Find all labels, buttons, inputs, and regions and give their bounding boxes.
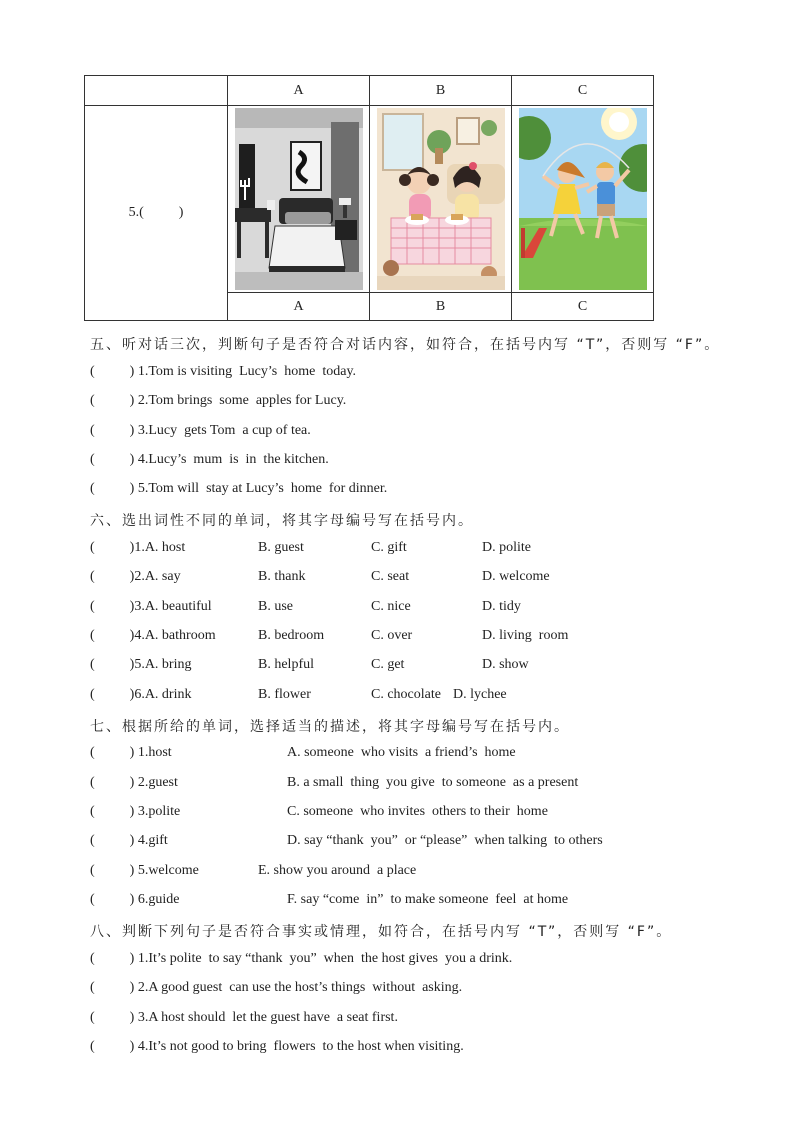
kids-playing-park-image	[519, 108, 647, 290]
section-8-item-2: ( ) 2.A good guest can use the host’s things without asking.	[90, 980, 463, 995]
question-5-label	[85, 106, 228, 321]
section-7-word: ( ) 3.polite	[90, 804, 181, 819]
section-8-title: 八、判断下列句子是否符合事实或情理，如符合，在括号内写 “T”，否则写 “F”。	[90, 924, 673, 940]
header-c: C	[512, 76, 654, 106]
section-5-title: 五、听对话三次，判断句子是否符合对话内容，如符合，在括号内写 “T”，否则写 “F”。	[90, 337, 721, 353]
section-6-option-a: ( )2.A. say	[90, 569, 181, 584]
section-6-option-b: B. helpful	[258, 657, 314, 672]
section-6-option-c: C. get	[371, 657, 405, 672]
section-6-option-a: ( )5.A. bring	[90, 657, 192, 672]
picture-choice-table	[84, 75, 654, 321]
section-6-option-d: D. living room	[482, 628, 569, 643]
section-8-item-4: ( ) 4.It’s not good to bring flowers to the host when visiting.	[90, 1039, 464, 1054]
section-5-item-5: ( ) 5.Tom will stay at Lucy’s home for dinner.	[90, 481, 388, 496]
section-6-option-b: B. use	[258, 599, 293, 614]
section-6-option-a: ( )1.A. host	[90, 540, 186, 555]
section-6-option-b: B. guest	[258, 540, 304, 555]
section-6-option-c: C. over	[371, 628, 413, 643]
section-6-option-b: B. bedroom	[258, 628, 325, 643]
section-7-description: C. someone who invites others to their home	[287, 804, 548, 819]
section-6-option-c: C. nice	[371, 599, 411, 614]
section-7-word: ( ) 6.guide	[90, 892, 180, 907]
section-6-option-b: B. thank	[258, 569, 306, 584]
image-cell-b	[370, 106, 512, 293]
section-6-option-d: D. polite	[482, 540, 531, 555]
section-7-word: ( ) 2.guest	[90, 775, 178, 790]
header-a: A	[228, 76, 370, 106]
section-6-option-a: ( )4.A. bathroom	[90, 628, 216, 643]
section-6-option-d: D. lychee	[453, 687, 507, 702]
section-6-option-d: D. show	[482, 657, 529, 672]
question-5-text: 5.( )	[128, 205, 184, 220]
section-6-option-d: D. welcome	[482, 569, 550, 584]
footer-b: B	[370, 293, 512, 321]
section-7-word: ( ) 5.welcome	[90, 863, 199, 878]
section-7-description: D. say “thank you” or “please” when talking to others	[287, 833, 603, 848]
section-7-description: B. a small thing you give to someone as a present	[287, 775, 579, 790]
section-7-word: ( ) 4.gift	[90, 833, 168, 848]
section-6-option-c: C. seat	[371, 569, 410, 584]
section-6-title: 六、选出词性不同的单词，将其字母编号写在括号内。	[90, 513, 474, 529]
section-6-option-a: ( )3.A. beautiful	[90, 599, 212, 614]
section-6-option-c: C. chocolate	[371, 687, 441, 702]
section-6-option-c: C. gift	[371, 540, 407, 555]
image-cell-a	[228, 106, 370, 293]
image-cell-c	[512, 106, 654, 293]
footer-a: A	[228, 293, 370, 321]
section-7-word: ( ) 1.host	[90, 745, 172, 760]
section-7-description: F. say “come in” to make someone feel at home	[287, 892, 569, 907]
empty-header-cell	[85, 76, 228, 106]
section-5-item-3: ( ) 3.Lucy gets Tom a cup of tea.	[90, 423, 311, 438]
footer-c: C	[512, 293, 654, 321]
bedroom-image	[235, 108, 363, 290]
section-6-option-a: ( )6.A. drink	[90, 687, 192, 702]
section-6-option-b: B. flower	[258, 687, 311, 702]
section-5-item-1: ( ) 1.Tom is visiting Lucy’s home today.	[90, 364, 357, 379]
girls-eating-image	[377, 108, 505, 290]
section-7-description: A. someone who visits a friend’s home	[287, 745, 516, 760]
section-8-item-3: ( ) 3.A host should let the guest have a seat first.	[90, 1010, 398, 1025]
section-8-item-1: ( ) 1.It’s polite to say “thank you” when the host gives you a drink.	[90, 951, 513, 966]
section-5-item-4: ( ) 4.Lucy’s mum is in the kitchen.	[90, 452, 329, 467]
section-7-description: E. show you around a place	[258, 863, 417, 878]
section-5-item-2: ( ) 2.Tom brings some apples for Lucy.	[90, 393, 347, 408]
section-6-option-d: D. tidy	[482, 599, 521, 614]
header-b: B	[370, 76, 512, 106]
section-7-title: 七、根据所给的单词，选择适当的描述，将其字母编号写在括号内。	[90, 719, 570, 735]
